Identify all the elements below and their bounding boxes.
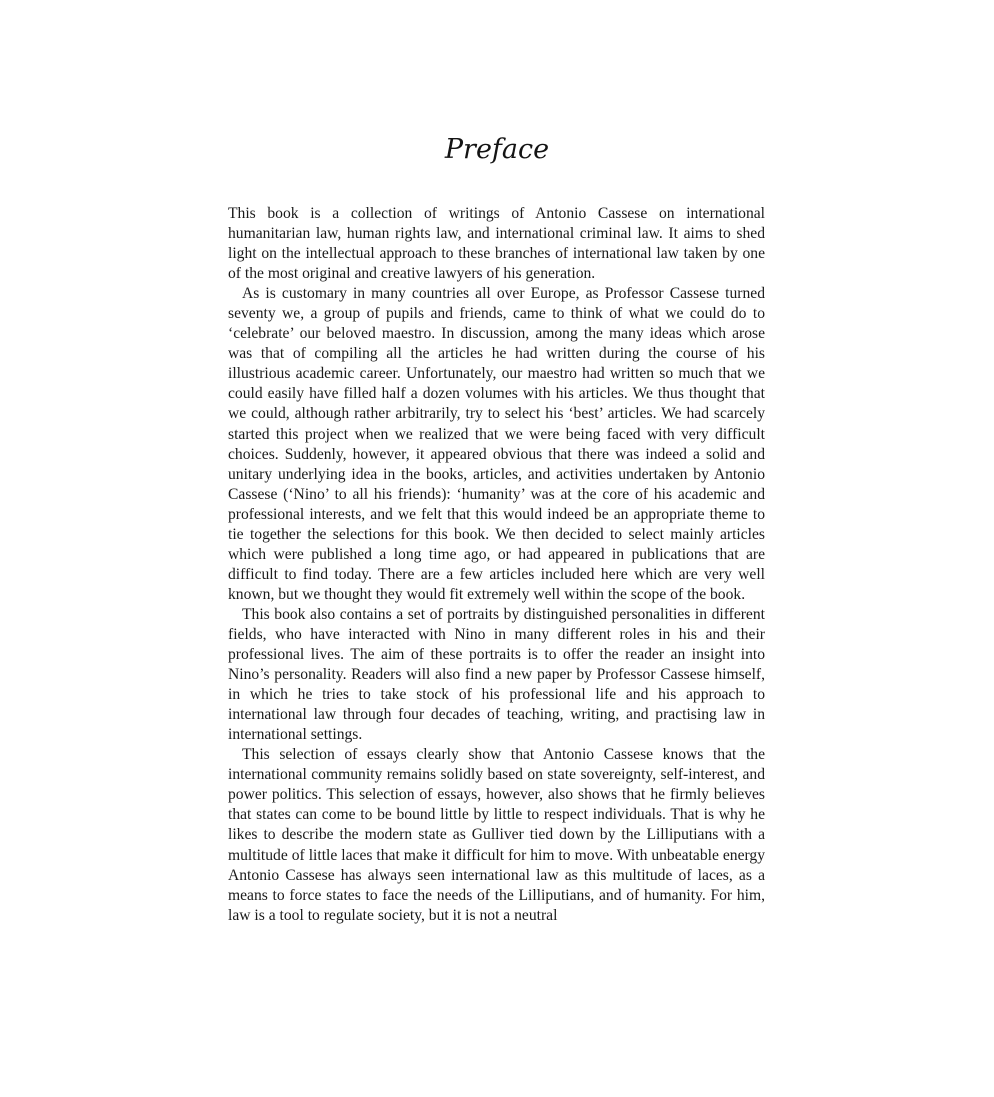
paragraph-1: This book is a collection of writings of Antonio Cassese on international humanitarian law, human rights law, and international criminal law. It aims to shed light on the intellectual approach to these branches of international law taken by one of the most original and creative lawyers of his generation. [228,205,765,283]
paragraph-2: As is customary in many countries all over Europe, as Professor Cassese turned seventy we, a group of pupils and friends, came to think of what we could do to ‘celebrate’ our beloved maestro. In discussion, among the many ideas which arose was that of compiling all the articles he had written during the course of his illustrious academic career. Unfortunately, our maestro had written so much that we could easily have filled half a dozen volumes with his articles. We thus thought that we could, although rather arbitrarily, try to select his ‘best’ articles. We had scarcely started this project when we realized that we were being faced with very difficult choices. Suddenly, however, it appeared obvious that there was indeed a solid and unitary underlying idea in the books, articles, and activities undertaken by Antonio Cassese (‘Nino’ to all his friends): ‘humanity’ was at the core of his academic and professional interests, and we felt that this would indeed be an appropriate theme to tie together the selections for this book. We then decided to select mainly articles which were published a long time ago, or had appeared in publications that are difficult to find today. There are a few articles included here which are very well known, but we thought they would fit extremely well within the scope of the book. [228,285,765,603]
page-title: Preface [444,134,550,165]
paragraph-3: This book also contains a set of portraits by distinguished personalities in different fields, who have interacted with Nino in many different roles in his and their professional lives. The aim of these portraits is to offer the reader an insight into Nino’s personality. Readers will also find a new paper by Professor Cassese himself, in which he tries to take stock of his professional life and his approach to international law through four decades of teaching, writing, and practising law in international settings. [228,605,765,744]
paragraph-4: This selection of essays clearly show that Antonio Cassese knows that the international community remains solidly based on state sovereignty, self-interest, and power politics. This selection of essays, however, also shows that he firmly believes that states can come to be bound little by little to respect individuals. That is why he likes to describe the modern state as Gulliver tied down by the Lilliputians with a multitude of little laces that make it difficult for him to move. With unbeatable energy Antonio Cassese has always seen international law as this multitude of laces, as a means to force states to face the needs of the Lilliputians, and of humanity. For him, law is a tool to regulate society, but it is not a neutral [228,746,765,924]
body-text [228,204,765,926]
